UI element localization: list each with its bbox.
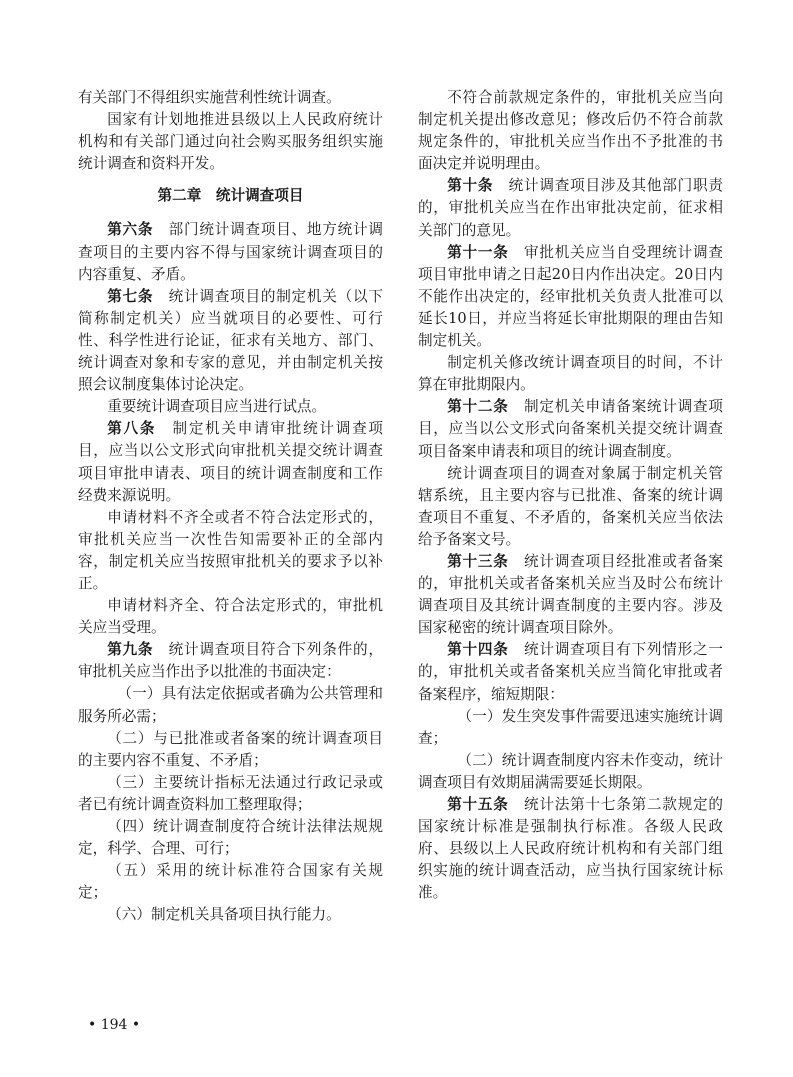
article-label: 第十一条 bbox=[447, 243, 509, 261]
article-label: 第七条 bbox=[107, 287, 154, 305]
article-15 bbox=[418, 794, 723, 904]
article-label: 第十二条 bbox=[447, 398, 509, 416]
article-12 bbox=[418, 396, 723, 462]
right-column bbox=[418, 87, 723, 904]
paragraph: 有关部门不得组织实施营利性统计调查。 bbox=[78, 89, 341, 106]
article-text: 统计调查项目涉及其他部门职责的，审批机关应当在作出审批决定前，征求相关部门的意见。 bbox=[418, 177, 723, 239]
article-label: 第十五条 bbox=[447, 796, 509, 813]
article-text: 审批机关应当自受理统计调查项目审批申请之日起20日内作出决定。20日内不能作出决定的，经审批机关负责人批准可以延长10日，并应当将延长审批期限的理由告知制定机关。 bbox=[418, 243, 723, 350]
paragraph: 制定机关修改统计调查项目的时间，不计算在审批期限内。 bbox=[418, 354, 723, 394]
condition-item: （五）采用的统计标准符合国家有关规定； bbox=[78, 862, 383, 902]
paragraph: 不符合前款规定条件的，审批机关应当向制定机关提出修改意见；修改后仍不符合前款规定条件的，审批机关应当作出不予批准的书面决定并说明理由。 bbox=[418, 89, 723, 173]
article-6 bbox=[78, 219, 383, 285]
article-text: 统计调查项目的制定机关（以下简称制定机关）应当就项目的必要性、可行性、科学性进行论证，征求有关地方、部门、统计调查对象和专家的意见，并由制定机关按照会议制度集体讨论决定。 bbox=[78, 287, 383, 394]
chapter-heading: 第二章 统计调查项目 bbox=[157, 187, 304, 205]
paragraph: 申请材料齐全、符合法定形式的，审批机关应当受理。 bbox=[78, 597, 383, 637]
condition-item: （三）主要统计指标无法通过行政记录或者已有统计调查资料加工整理取得； bbox=[78, 773, 383, 813]
article-label: 第八条 bbox=[107, 420, 157, 438]
article-11 bbox=[418, 242, 723, 352]
condition-item: （二）与已批准或者备案的统计调查项目的主要内容不重复、不矛盾； bbox=[78, 729, 383, 769]
article-text: 统计法第十七条第二款规定的国家统计标准是强制执行标准。各级人民政府、县级以上人民政府统计机构和有关部门组织实施的统计调查活动，应当执行国家统计标准。 bbox=[418, 796, 723, 902]
condition-item: （六）制定机关具备项目执行能力。 bbox=[107, 906, 341, 924]
condition-item: （一）具有法定依据或者确为公共管理和服务所必需； bbox=[78, 685, 383, 725]
article-9 bbox=[78, 639, 383, 683]
article-label: 第十四条 bbox=[447, 641, 509, 659]
paragraph: 统计调查项目的调查对象属于制定机关管辖系统，且主要内容与已批准、备案的统计调查项目不重复、不矛盾的，备案机关应当依法给予备案文号。 bbox=[418, 464, 723, 548]
article-label: 第十三条 bbox=[447, 552, 509, 570]
article-14 bbox=[418, 639, 723, 705]
article-label: 第九条 bbox=[107, 641, 154, 659]
left-column bbox=[78, 87, 383, 926]
condition-item: （四）统计调查制度符合统计法律法规规定，科学、合理、可行； bbox=[78, 818, 383, 858]
article-7 bbox=[78, 286, 383, 396]
article-text: 制定机关申请备案统计调查项目，应当以公文形式向备案机关提交统计调查项目备案申请表和项目的统计调查制度。 bbox=[418, 398, 723, 460]
article-label: 第十条 bbox=[447, 177, 494, 195]
article-text: 统计调查项目经批准或者备案的，审批机关或者备案机关应当及时公布统计调查项目及其统计调查制度的主要内容。涉及国家秘密的统计调查项目除外。 bbox=[418, 552, 723, 637]
article-text: 统计调查项目符合下列条件的，审批机关应当作出予以批准的书面决定： bbox=[78, 641, 383, 681]
article-label: 第六条 bbox=[107, 221, 154, 239]
situation-item: （一）发生突发事件需要迅速实施统计调查； bbox=[418, 707, 723, 747]
article-8 bbox=[78, 418, 383, 506]
article-13 bbox=[418, 551, 723, 639]
article-text: 部门统计调查项目、地方统计调查项目的主要内容不得与国家统计调查项目的内容重复、矛盾。 bbox=[78, 221, 383, 283]
situation-item: （二）统计调查制度内容未作变动，统计调查项目有效期届满需要延长期限。 bbox=[418, 751, 723, 791]
page-number: • 194 • bbox=[88, 1017, 141, 1033]
article-text: 制定机关申请审批统计调查项目，应当以公文形式向审批机关提交统计调查项目审批申请表、项目的统计调查制度和工作经费来源说明。 bbox=[78, 420, 383, 504]
article-10 bbox=[418, 175, 723, 241]
article-text: 统计调查项目有下列情形之一的，审批机关或者备案机关应当简化审批或者备案程序，缩短期限： bbox=[418, 641, 723, 703]
paragraph: 国家有计划地推进县级以上人民政府统计机构和有关部门通过向社会购买服务组织实施统计调查和资料开发。 bbox=[78, 111, 383, 173]
paragraph: 申请材料不齐全或者不符合法定形式的，审批机关应当一次性告知需要补正的全部内容，制定机关应当按照审批机关的要求予以补正。 bbox=[78, 508, 383, 592]
paragraph: 重要统计调查项目应当进行试点。 bbox=[107, 398, 327, 416]
